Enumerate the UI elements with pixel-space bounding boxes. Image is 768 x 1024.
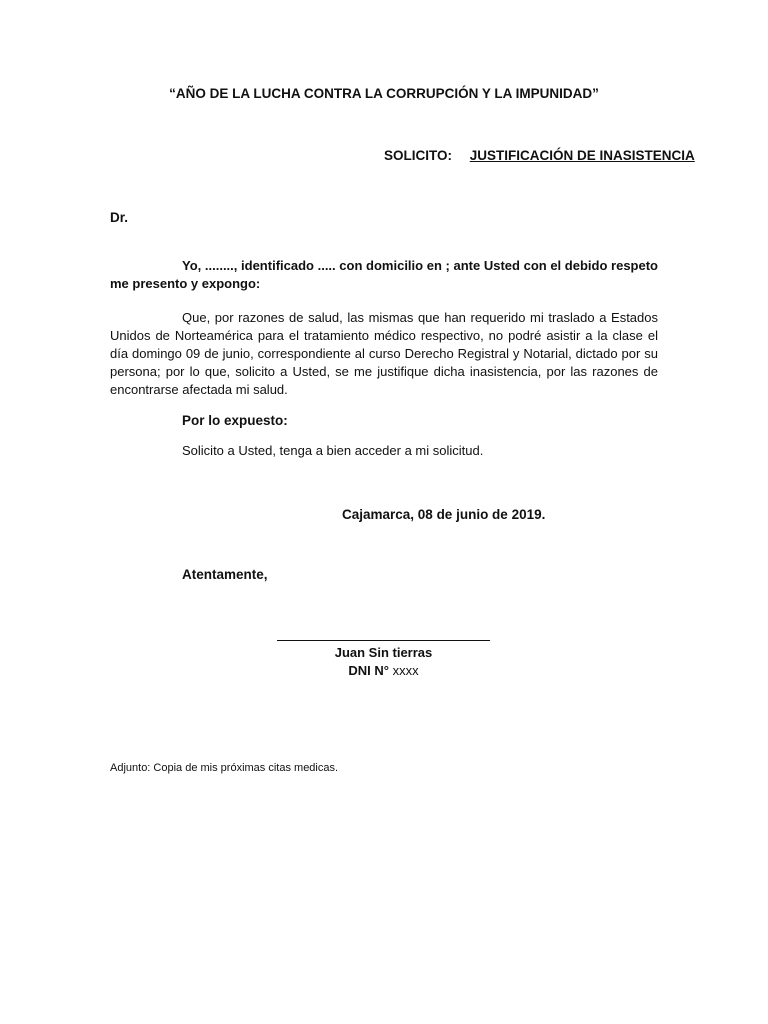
header-motto: “AÑO DE LA LUCHA CONTRA LA CORRUPCIÓN Y LA IMPUNIDAD” — [169, 86, 599, 101]
dni-label: DNI N° — [348, 663, 389, 678]
subject-line — [384, 148, 695, 163]
request-text: Solicito a Usted, tenga a bien acceder a mi solicitud. — [182, 443, 484, 458]
subject-label: SOLICITO: — [384, 148, 453, 163]
closing: Atentamente, — [182, 567, 268, 582]
conclusion-label: Por lo expuesto: — [182, 413, 288, 428]
salutation: Dr. — [110, 210, 129, 225]
subject-value: JUSTIFICACIÓN DE INASISTENCIA — [469, 148, 695, 163]
intro-paragraph — [110, 257, 658, 293]
signature-dni — [277, 663, 490, 678]
signature-name: Juan Sin tierras — [334, 645, 433, 660]
dateline: Cajamarca, 08 de junio de 2019. — [342, 507, 546, 522]
signature-line — [277, 640, 490, 641]
dni-value: xxxx — [392, 663, 419, 678]
reason-paragraph — [110, 309, 658, 399]
intro-text: Yo, ........, identificado ..... con domicilio en ; ante Usted con el debido respeto me presento y expongo: — [110, 258, 658, 291]
attachment-note: Adjunto: Copia de mis próximas citas medicas. — [110, 762, 339, 774]
reason-text: Que, por razones de salud, las mismas que han requerido mi traslado a Estados Unidos de Norteamérica para el tratamiento médico respectivo, no podré asistir a la clase el día domingo 09 de junio, correspondiente al curso Derecho Registral y Notarial, dictado por su persona; por lo que, solicito a Usted, se me justifique dicha inasistencia, por las razones de encontrarse afectada mi salud. — [110, 310, 658, 397]
